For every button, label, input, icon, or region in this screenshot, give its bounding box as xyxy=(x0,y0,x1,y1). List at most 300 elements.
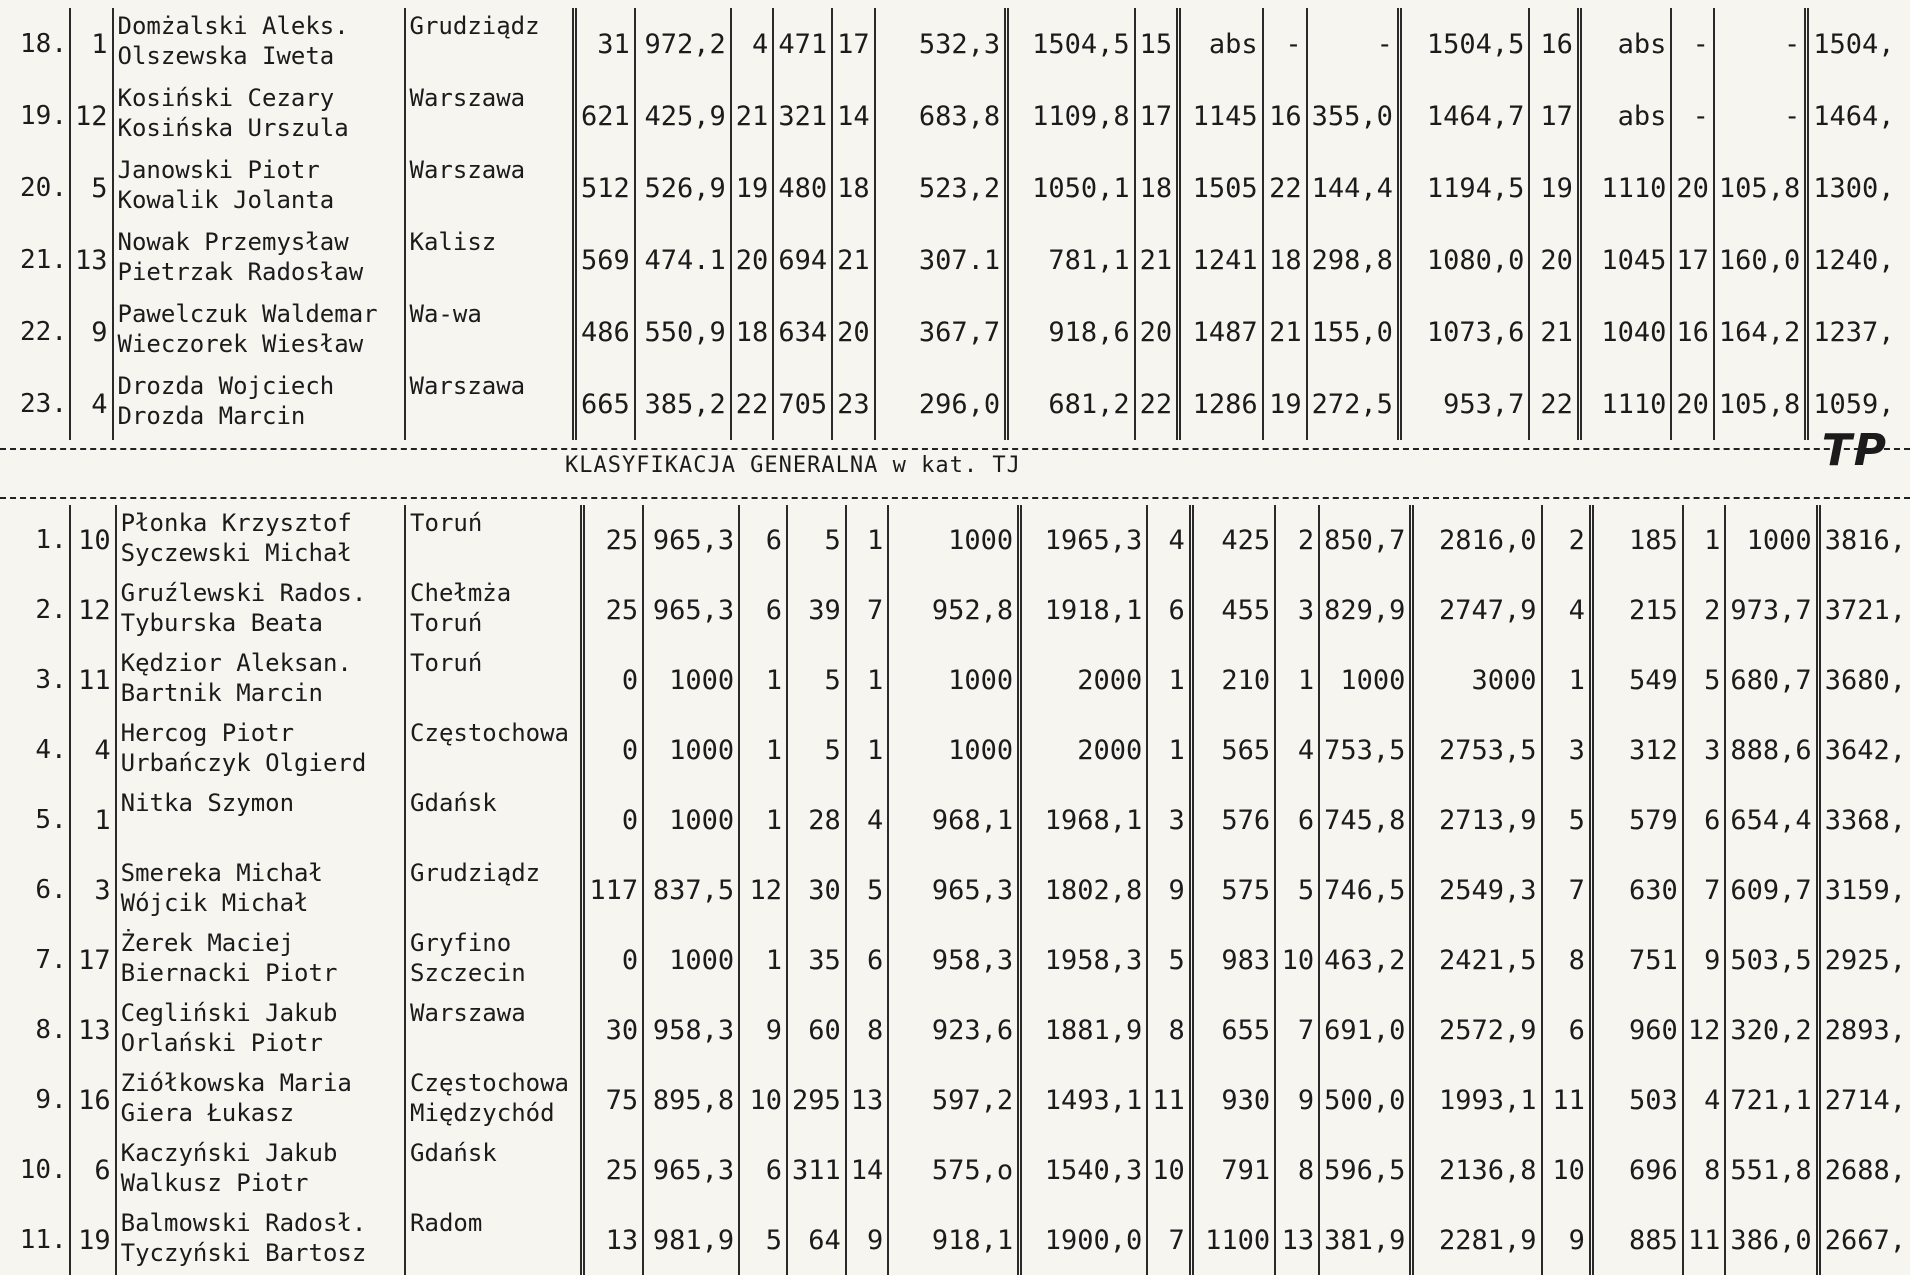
score-cell-c15: 3 xyxy=(1683,715,1726,785)
score-cell-c16: 973,7 xyxy=(1725,575,1818,645)
score-cell-c16: 503,5 xyxy=(1725,925,1818,995)
score-cell-c4: 295 xyxy=(787,1065,846,1135)
position-cell: 22. xyxy=(20,317,67,347)
score-cell-c5: 18 xyxy=(832,152,875,224)
table-row xyxy=(0,1065,1910,1135)
score-cell-c9: 1505 xyxy=(1179,152,1263,224)
score-cell-c12: 2572,9 xyxy=(1412,995,1542,1065)
score-cell-c15: 9 xyxy=(1683,925,1726,995)
score-cell-c5: 8 xyxy=(846,995,889,1065)
crew-member-name: Urbańczyk Olgierd xyxy=(120,749,367,777)
crew-names-cell xyxy=(113,368,405,440)
score-cell-c2: 1000 xyxy=(643,715,739,785)
score-cell-c8: 5 xyxy=(1147,925,1191,995)
score-cell-c17: 2925, xyxy=(1818,925,1910,995)
score-cell-c10: 4 xyxy=(1275,715,1319,785)
score-cell-c8: 7 xyxy=(1147,1205,1191,1275)
score-cell-c16: 654,4 xyxy=(1725,785,1818,855)
city-name: Grudziądz xyxy=(410,859,541,887)
score-cell-c6: 597,2 xyxy=(888,1065,1019,1135)
score-cell-c9: 1286 xyxy=(1179,368,1263,440)
score-cell-c6: 918,1 xyxy=(888,1205,1019,1275)
score-cell-c15: 4 xyxy=(1683,1065,1726,1135)
score-cell-c6: 1000 xyxy=(888,645,1019,715)
crew-names-cell xyxy=(116,855,405,925)
start-number-cell: 1 xyxy=(70,8,113,80)
crew-member-name: Kosiński Cezary xyxy=(117,84,335,112)
score-cell-c3: 1 xyxy=(739,715,787,785)
score-cell-c12: 2549,3 xyxy=(1412,855,1542,925)
score-cell-c17: 1504, xyxy=(1807,8,1899,80)
score-cell-c12: 1464,7 xyxy=(1399,80,1529,152)
score-cell-c4: 35 xyxy=(787,925,846,995)
score-cell-c2: 958,3 xyxy=(643,995,739,1065)
score-cell-c7: 2000 xyxy=(1020,715,1148,785)
score-cell-c16: - xyxy=(1714,8,1807,80)
score-cell-c11: 355,0 xyxy=(1307,80,1400,152)
score-cell-c14: 885 xyxy=(1591,1205,1682,1275)
score-cell-c5: 6 xyxy=(846,925,889,995)
crew-member-name: Syczewski Michał xyxy=(120,539,352,567)
score-cell-c14: 1045 xyxy=(1579,224,1671,296)
table-row xyxy=(0,1135,1910,1205)
results-table-bottom xyxy=(0,505,1910,1275)
score-cell-c1: 25 xyxy=(583,505,643,575)
score-cell-c7: 1050,1 xyxy=(1007,152,1135,224)
position-cell: 19. xyxy=(20,101,67,131)
table-row xyxy=(0,505,1910,575)
crew-member-name: Balmowski Radosł. xyxy=(120,1209,367,1237)
score-cell-c11: 745,8 xyxy=(1319,785,1412,855)
score-cell-c5: 1 xyxy=(846,505,889,575)
score-cell-c6: 307.1 xyxy=(875,224,1007,296)
city-name: Warszawa xyxy=(409,156,526,184)
score-cell-c12: 3000 xyxy=(1412,645,1542,715)
city-name: Warszawa xyxy=(410,999,526,1027)
score-cell-c7: 681,2 xyxy=(1007,368,1135,440)
score-cell-c6: 1000 xyxy=(888,715,1019,785)
score-cell-c9: 1241 xyxy=(1179,224,1263,296)
score-cell-c4: 64 xyxy=(787,1205,846,1275)
score-cell-c1: 0 xyxy=(583,925,643,995)
crew-member-name: Olszewska Iweta xyxy=(117,42,335,70)
score-cell-c2: 965,3 xyxy=(643,575,739,645)
table-row xyxy=(0,152,1898,224)
score-cell-c8: 8 xyxy=(1147,995,1191,1065)
score-cell-c10: 9 xyxy=(1275,1065,1319,1135)
score-cell-c11: 850,7 xyxy=(1319,505,1412,575)
score-cell-c5: 14 xyxy=(832,80,875,152)
city-name: Szczecin xyxy=(410,959,526,987)
start-number-cell: 12 xyxy=(70,575,116,645)
position-cell: 9. xyxy=(35,1085,67,1115)
score-cell-c17: 3159, xyxy=(1818,855,1910,925)
score-cell-c13: 3 xyxy=(1542,715,1592,785)
club-city-cell xyxy=(405,575,583,645)
score-cell-c8: 3 xyxy=(1147,785,1191,855)
score-cell-c1: 0 xyxy=(583,785,643,855)
score-cell-c3: 5 xyxy=(739,1205,787,1275)
score-cell-c7: 1109,8 xyxy=(1007,80,1135,152)
score-cell-c12: 1080,0 xyxy=(1399,224,1529,296)
score-cell-c8: 1 xyxy=(1147,645,1191,715)
crew-member-name: Nowak Przemysław xyxy=(117,228,349,256)
position-cell: 3. xyxy=(35,665,67,695)
crew-member-name: Nitka Szymon xyxy=(120,789,295,817)
score-cell-c13: 4 xyxy=(1542,575,1592,645)
start-number-cell: 4 xyxy=(70,715,116,785)
crew-member-name: Domżalski Aleks. xyxy=(117,12,349,40)
score-cell-c17: 2667, xyxy=(1818,1205,1910,1275)
score-cell-c5: 1 xyxy=(846,715,889,785)
start-number-cell: 5 xyxy=(70,152,113,224)
city-name: Grudziądz xyxy=(409,12,540,40)
score-cell-c7: 1900,0 xyxy=(1020,1205,1148,1275)
score-cell-c15: 11 xyxy=(1683,1205,1726,1275)
club-city-cell xyxy=(405,1205,583,1275)
score-cell-c2: 550,9 xyxy=(635,296,731,368)
score-cell-c2: 981,9 xyxy=(643,1205,739,1275)
score-cell-c16: 386,0 xyxy=(1725,1205,1818,1275)
score-cell-c6: 575,o xyxy=(888,1135,1019,1205)
crew-names-cell xyxy=(116,505,405,575)
crew-member-name: Płonka Krzysztof xyxy=(120,509,352,537)
score-cell-c15: 20 xyxy=(1671,368,1714,440)
score-cell-c3: 21 xyxy=(731,80,774,152)
score-cell-c16: 160,0 xyxy=(1714,224,1807,296)
club-city-cell xyxy=(405,368,575,440)
score-cell-c8: 15 xyxy=(1135,8,1179,80)
city-name: Warszawa xyxy=(409,372,526,400)
city-name: Wa-wa xyxy=(409,300,482,328)
table-row xyxy=(0,224,1898,296)
score-cell-c3: 12 xyxy=(739,855,787,925)
score-cell-c1: 665 xyxy=(575,368,635,440)
section-title: KLASYFIKACJA GENERALNA w kat. TJ xyxy=(565,453,1021,478)
score-cell-c1: 569 xyxy=(575,224,635,296)
score-cell-c4: 705 xyxy=(773,368,832,440)
score-cell-c5: 14 xyxy=(846,1135,889,1205)
start-number-cell: 4 xyxy=(70,368,113,440)
score-cell-c1: 31 xyxy=(575,8,635,80)
score-cell-c4: 28 xyxy=(787,785,846,855)
club-city-cell xyxy=(405,296,575,368)
score-cell-c3: 1 xyxy=(739,645,787,715)
crew-member-name: Bartnik Marcin xyxy=(120,679,323,707)
crew-names-cell xyxy=(116,925,405,995)
score-cell-c13: 20 xyxy=(1529,224,1579,296)
score-cell-c13: 6 xyxy=(1542,995,1592,1065)
table-row xyxy=(0,296,1898,368)
score-cell-c14: abs xyxy=(1579,80,1671,152)
position-cell: 18. xyxy=(20,29,67,59)
score-cell-c10: 18 xyxy=(1263,224,1307,296)
score-cell-c13: 1 xyxy=(1542,645,1592,715)
score-cell-c6: 958,3 xyxy=(888,925,1019,995)
score-cell-c17: 2714, xyxy=(1818,1065,1910,1135)
position-cell: 7. xyxy=(35,945,67,975)
score-cell-c4: 311 xyxy=(787,1135,846,1205)
score-cell-c17: 1464, xyxy=(1807,80,1899,152)
crew-member-name: Janowski Piotr xyxy=(117,156,320,184)
score-cell-c16: 680,7 xyxy=(1725,645,1818,715)
city-name: Toruń xyxy=(410,509,483,537)
score-cell-c11: 144,4 xyxy=(1307,152,1400,224)
position-cell: 4. xyxy=(35,735,67,765)
city-name: Toruń xyxy=(410,649,483,677)
score-cell-c2: 972,2 xyxy=(635,8,731,80)
score-cell-c5: 17 xyxy=(832,8,875,80)
score-cell-c10: 19 xyxy=(1263,368,1307,440)
score-cell-c17: 3680, xyxy=(1818,645,1910,715)
crew-member-name: Ziółkowska Maria xyxy=(120,1069,352,1097)
crew-member-name: Tyburska Beata xyxy=(120,609,323,637)
score-cell-c11: 500,0 xyxy=(1319,1065,1412,1135)
score-cell-c15: 20 xyxy=(1671,152,1714,224)
score-cell-c3: 1 xyxy=(739,925,787,995)
crew-member-name: Kaczyński Jakub xyxy=(120,1139,338,1167)
score-cell-c13: 7 xyxy=(1542,855,1592,925)
score-cell-c6: 923,6 xyxy=(888,995,1019,1065)
table-row xyxy=(0,575,1910,645)
score-cell-c2: 1000 xyxy=(643,925,739,995)
score-cell-c14: 1040 xyxy=(1579,296,1671,368)
club-city-cell xyxy=(405,1135,583,1205)
score-cell-c8: 10 xyxy=(1147,1135,1191,1205)
table-row xyxy=(0,645,1910,715)
score-cell-c13: 9 xyxy=(1542,1205,1592,1275)
score-cell-c2: 965,3 xyxy=(643,505,739,575)
score-cell-c13: 10 xyxy=(1542,1135,1592,1205)
score-cell-c7: 1968,1 xyxy=(1020,785,1148,855)
score-cell-c11: 753,5 xyxy=(1319,715,1412,785)
crew-member-name: Kowalik Jolanta xyxy=(117,186,335,214)
score-cell-c14: 696 xyxy=(1591,1135,1682,1205)
score-cell-c5: 23 xyxy=(832,368,875,440)
start-number-cell: 10 xyxy=(70,505,116,575)
score-cell-c12: 1504,5 xyxy=(1399,8,1529,80)
score-cell-c7: 918,6 xyxy=(1007,296,1135,368)
score-cell-c13: 19 xyxy=(1529,152,1579,224)
crew-member-name: Wieczorek Wiesław xyxy=(117,330,364,358)
score-cell-c3: 6 xyxy=(739,1135,787,1205)
score-cell-c5: 21 xyxy=(832,224,875,296)
score-cell-c2: 895,8 xyxy=(643,1065,739,1135)
score-cell-c12: 2816,0 xyxy=(1412,505,1542,575)
category-tag: TP xyxy=(1821,425,1888,476)
score-cell-c17: 3816, xyxy=(1818,505,1910,575)
score-cell-c11: 1000 xyxy=(1319,645,1412,715)
score-cell-c13: 22 xyxy=(1529,368,1579,440)
crew-names-cell xyxy=(116,575,405,645)
score-cell-c2: 385,2 xyxy=(635,368,731,440)
score-cell-c16: 105,8 xyxy=(1714,152,1807,224)
score-cell-c12: 2713,9 xyxy=(1412,785,1542,855)
score-cell-c8: 22 xyxy=(1135,368,1179,440)
score-cell-c9: 576 xyxy=(1191,785,1275,855)
position-cell: 5. xyxy=(35,805,67,835)
table-row xyxy=(0,995,1910,1065)
score-cell-c7: 1540,3 xyxy=(1020,1135,1148,1205)
score-cell-c11: 272,5 xyxy=(1307,368,1400,440)
crew-member-name: Żerek Maciej xyxy=(120,929,295,957)
score-cell-c7: 781,1 xyxy=(1007,224,1135,296)
score-cell-c14: 751 xyxy=(1591,925,1682,995)
crew-member-name: Drozda Marcin xyxy=(117,402,306,430)
score-cell-c15: 12 xyxy=(1683,995,1726,1065)
score-cell-c12: 2421,5 xyxy=(1412,925,1542,995)
score-cell-c5: 9 xyxy=(846,1205,889,1275)
score-cell-c11: 381,9 xyxy=(1319,1205,1412,1275)
score-cell-c4: 30 xyxy=(787,855,846,925)
score-cell-c9: 983 xyxy=(1191,925,1275,995)
crew-names-cell xyxy=(116,785,405,855)
score-cell-c15: 2 xyxy=(1683,575,1726,645)
score-cell-c4: 60 xyxy=(787,995,846,1065)
score-cell-c7: 1504,5 xyxy=(1007,8,1135,80)
score-cell-c9: abs xyxy=(1179,8,1263,80)
score-cell-c12: 1194,5 xyxy=(1399,152,1529,224)
score-cell-c16: 320,2 xyxy=(1725,995,1818,1065)
score-cell-c11: 298,8 xyxy=(1307,224,1400,296)
score-cell-c4: 5 xyxy=(787,645,846,715)
score-cell-c3: 18 xyxy=(731,296,774,368)
score-cell-c7: 1965,3 xyxy=(1020,505,1148,575)
score-cell-c16: 888,6 xyxy=(1725,715,1818,785)
score-cell-c11: 746,5 xyxy=(1319,855,1412,925)
club-city-cell xyxy=(405,995,583,1065)
score-cell-c7: 1493,1 xyxy=(1020,1065,1148,1135)
score-cell-c16: 164,2 xyxy=(1714,296,1807,368)
crew-member-name: Walkusz Piotr xyxy=(120,1169,309,1197)
score-cell-c1: 0 xyxy=(583,715,643,785)
score-cell-c7: 2000 xyxy=(1020,645,1148,715)
score-cell-c10: 1 xyxy=(1275,645,1319,715)
score-cell-c2: 526,9 xyxy=(635,152,731,224)
city-name: Radom xyxy=(410,1209,483,1237)
club-city-cell xyxy=(405,8,575,80)
score-cell-c12: 2747,9 xyxy=(1412,575,1542,645)
crew-names-cell xyxy=(113,296,405,368)
score-cell-c5: 20 xyxy=(832,296,875,368)
score-cell-c3: 4 xyxy=(731,8,774,80)
score-cell-c8: 11 xyxy=(1147,1065,1191,1135)
score-cell-c6: 532,3 xyxy=(875,8,1007,80)
score-cell-c13: 16 xyxy=(1529,8,1579,80)
crew-names-cell xyxy=(113,152,405,224)
crew-names-cell xyxy=(116,1205,405,1275)
score-cell-c10: 7 xyxy=(1275,995,1319,1065)
score-cell-c4: 480 xyxy=(773,152,832,224)
score-cell-c17: 1240, xyxy=(1807,224,1899,296)
score-cell-c8: 21 xyxy=(1135,224,1179,296)
crew-member-name: Drozda Wojciech xyxy=(117,372,335,400)
score-cell-c10: 13 xyxy=(1275,1205,1319,1275)
position-cell: 1. xyxy=(35,525,67,555)
score-cell-c11: - xyxy=(1307,8,1400,80)
score-cell-c1: 0 xyxy=(583,645,643,715)
score-cell-c14: 549 xyxy=(1591,645,1682,715)
crew-names-cell xyxy=(116,715,405,785)
score-cell-c3: 1 xyxy=(739,785,787,855)
score-cell-c11: 596,5 xyxy=(1319,1135,1412,1205)
score-cell-c15: - xyxy=(1671,8,1714,80)
score-cell-c11: 691,0 xyxy=(1319,995,1412,1065)
start-number-cell: 3 xyxy=(70,855,116,925)
score-cell-c14: 312 xyxy=(1591,715,1682,785)
score-cell-c7: 1958,3 xyxy=(1020,925,1148,995)
score-cell-c3: 6 xyxy=(739,575,787,645)
score-cell-c10: 22 xyxy=(1263,152,1307,224)
city-name: Gdańsk xyxy=(410,789,497,817)
crew-member-name: Hercog Piotr xyxy=(120,719,295,747)
club-city-cell xyxy=(405,1065,583,1135)
score-cell-c16: 105,8 xyxy=(1714,368,1807,440)
score-cell-c10: 2 xyxy=(1275,505,1319,575)
score-cell-c8: 4 xyxy=(1147,505,1191,575)
score-cell-c10: 21 xyxy=(1263,296,1307,368)
score-cell-c13: 17 xyxy=(1529,80,1579,152)
score-cell-c10: 10 xyxy=(1275,925,1319,995)
crew-member-name: Pietrzak Radosław xyxy=(117,258,364,286)
score-cell-c1: 621 xyxy=(575,80,635,152)
score-cell-c3: 19 xyxy=(731,152,774,224)
score-cell-c1: 13 xyxy=(583,1205,643,1275)
score-cell-c12: 2753,5 xyxy=(1412,715,1542,785)
crew-member-name: Gruźlewski Rados. xyxy=(120,579,367,607)
score-cell-c9: 455 xyxy=(1191,575,1275,645)
score-cell-c6: 367,7 xyxy=(875,296,1007,368)
start-number-cell: 6 xyxy=(70,1135,116,1205)
score-cell-c10: - xyxy=(1263,8,1307,80)
section-divider-dashed-2 xyxy=(0,497,1910,499)
score-cell-c12: 953,7 xyxy=(1399,368,1529,440)
score-cell-c8: 17 xyxy=(1135,80,1179,152)
score-cell-c12: 1073,6 xyxy=(1399,296,1529,368)
score-cell-c1: 30 xyxy=(583,995,643,1065)
score-cell-c3: 22 xyxy=(731,368,774,440)
start-number-cell: 16 xyxy=(70,1065,116,1135)
score-cell-c4: 694 xyxy=(773,224,832,296)
crew-names-cell xyxy=(113,80,405,152)
club-city-cell xyxy=(405,80,575,152)
score-cell-c1: 25 xyxy=(583,575,643,645)
score-cell-c6: 965,3 xyxy=(888,855,1019,925)
crew-member-name: Giera Łukasz xyxy=(120,1099,295,1127)
score-cell-c10: 6 xyxy=(1275,785,1319,855)
crew-member-name: Kędzior Aleksan. xyxy=(120,649,352,677)
score-cell-c14: 630 xyxy=(1591,855,1682,925)
score-cell-c12: 2136,8 xyxy=(1412,1135,1542,1205)
start-number-cell: 1 xyxy=(70,785,116,855)
score-cell-c10: 8 xyxy=(1275,1135,1319,1205)
crew-member-name: Orlański Piotr xyxy=(120,1029,323,1057)
score-cell-c14: 185 xyxy=(1591,505,1682,575)
club-city-cell xyxy=(405,785,583,855)
score-cell-c15: 7 xyxy=(1683,855,1726,925)
crew-names-cell xyxy=(113,224,405,296)
start-number-cell: 12 xyxy=(70,80,113,152)
score-cell-c17: 1237, xyxy=(1807,296,1899,368)
score-cell-c11: 829,9 xyxy=(1319,575,1412,645)
position-cell: 20. xyxy=(20,173,67,203)
score-cell-c12: 2281,9 xyxy=(1412,1205,1542,1275)
club-city-cell xyxy=(405,715,583,785)
score-cell-c15: - xyxy=(1671,80,1714,152)
city-name: Gdańsk xyxy=(410,1139,497,1167)
position-cell: 10. xyxy=(19,1155,67,1185)
score-cell-c10: 3 xyxy=(1275,575,1319,645)
